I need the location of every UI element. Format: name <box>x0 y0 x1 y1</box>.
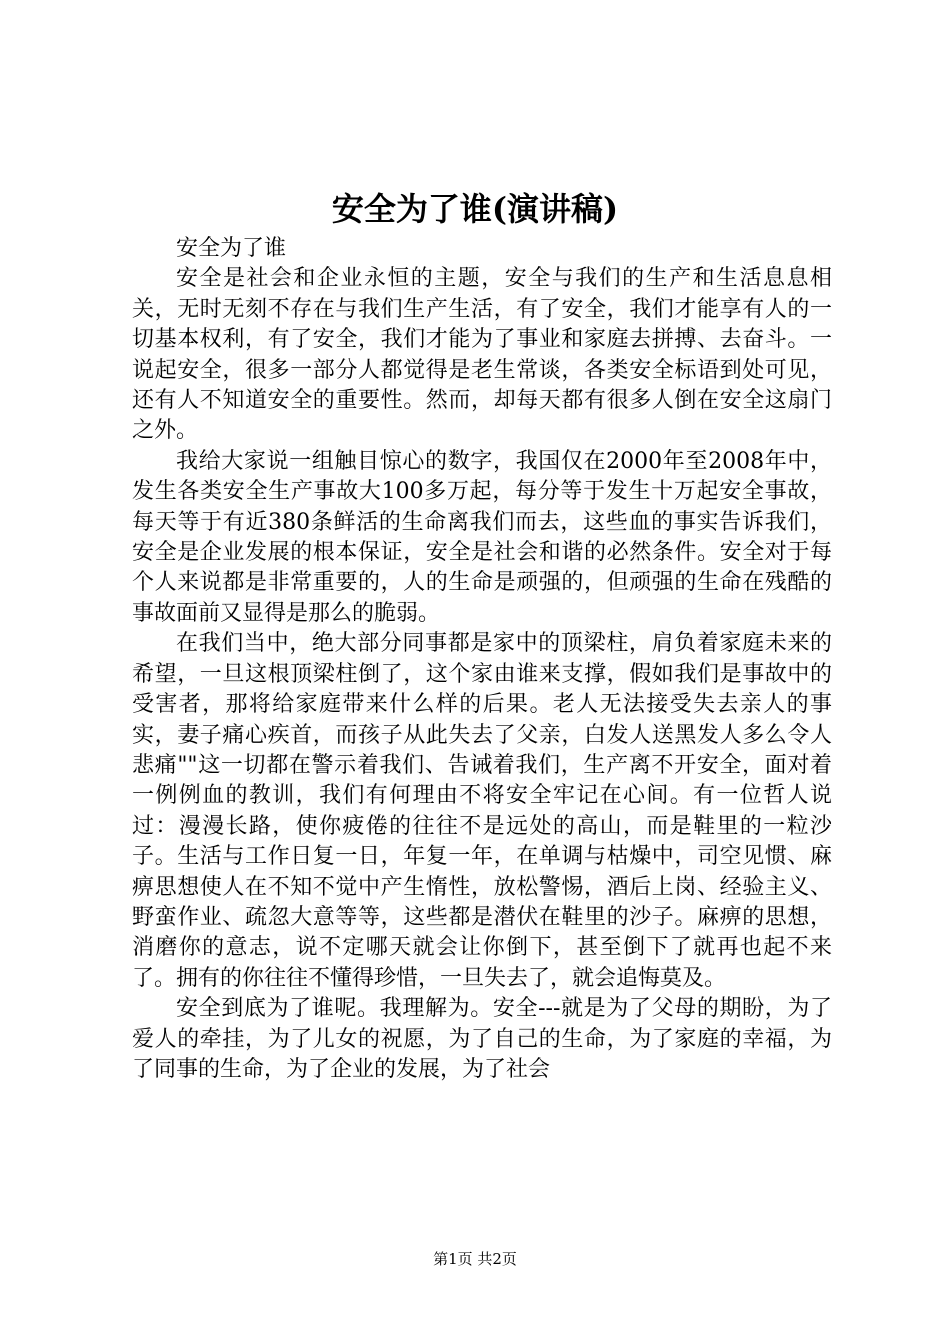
paragraph: 我给大家说一组触目惊心的数字，我国仅在2000年至2008年中，发生各类安全生产事故大100多万起，每分等于发生十万起安全事故，每天等于有近380条鲜活的生命离我们而去，这些血的事实告诉我们，安全是企业发展的根本保证，安全是社会和谐的必然条件。安全对于每个人来说都是非常重要的，人的生命是顽强的，但顽强的生命在残酷的事故面前又显得是那么的脆弱。 <box>132 448 832 626</box>
document-title: 安全为了谁(演讲稿) <box>331 190 619 228</box>
paragraph: 在我们当中，绝大部分同事都是家中的顶梁柱，肩负着家庭未来的希望，一旦这根顶梁柱倒了，这个家由谁来支撑，假如我们是事故中的受害者，那将给家庭带来什么样的后果。老人无法接受失去亲人的事实，妻子痛心疾首，而孩子从此失去了父亲，白发人送黑发人多么令人悲痛""这一切都在警示着我们、告诫着我们，生产离不开安全，面对着一例例血的教训，我们有何理由不将安全牢记在心间。有一位哲人说过：漫漫长路，使你疲倦的往往不是远处的高山，而是鞋里的一粒沙子。生活与工作日复一日，年复一年，在单调与枯燥中，司空见惯、麻痹思想使人在不知不觉中产生惰性，放松警惕，酒后上岗、经验主义、野蛮作业、疏忽大意等等，这些都是潜伏在鞋里的沙子。麻痹的思想，消磨你的意志，说不定哪天就会让你倒下，甚至倒下了就再也起不来了。拥有的你往往不懂得珍惜，一旦失去了，就会追悔莫及。 <box>132 631 832 991</box>
paragraph: 安全是社会和企业永恒的主题，安全与我们的生产和生活息息相关，无时无刻不存在与我们生产生活，有了安全，我们才能享有人的一切基本权利，有了安全，我们才能为了事业和家庭去拼搏、去奋斗。一说起安全，很多一部分人都觉得是老生常谈，各类安全标语到处可见，还有人不知道安全的重要性。然而，却每天都有很多人倒在安全这扇门之外。 <box>132 266 832 444</box>
document-body <box>132 234 832 1085</box>
page-footer: 第1页 共2页 <box>433 1250 517 1268</box>
paragraph-heading: 安全为了谁 <box>176 236 287 261</box>
paragraph: 安全到底为了谁呢。我理解为。安全---就是为了父母的期盼，为了爱人的牵挂，为了儿女的祝愿，为了自己的生命，为了家庭的幸福，为了同事的生命，为了企业的发展，为了社会 <box>132 996 832 1082</box>
